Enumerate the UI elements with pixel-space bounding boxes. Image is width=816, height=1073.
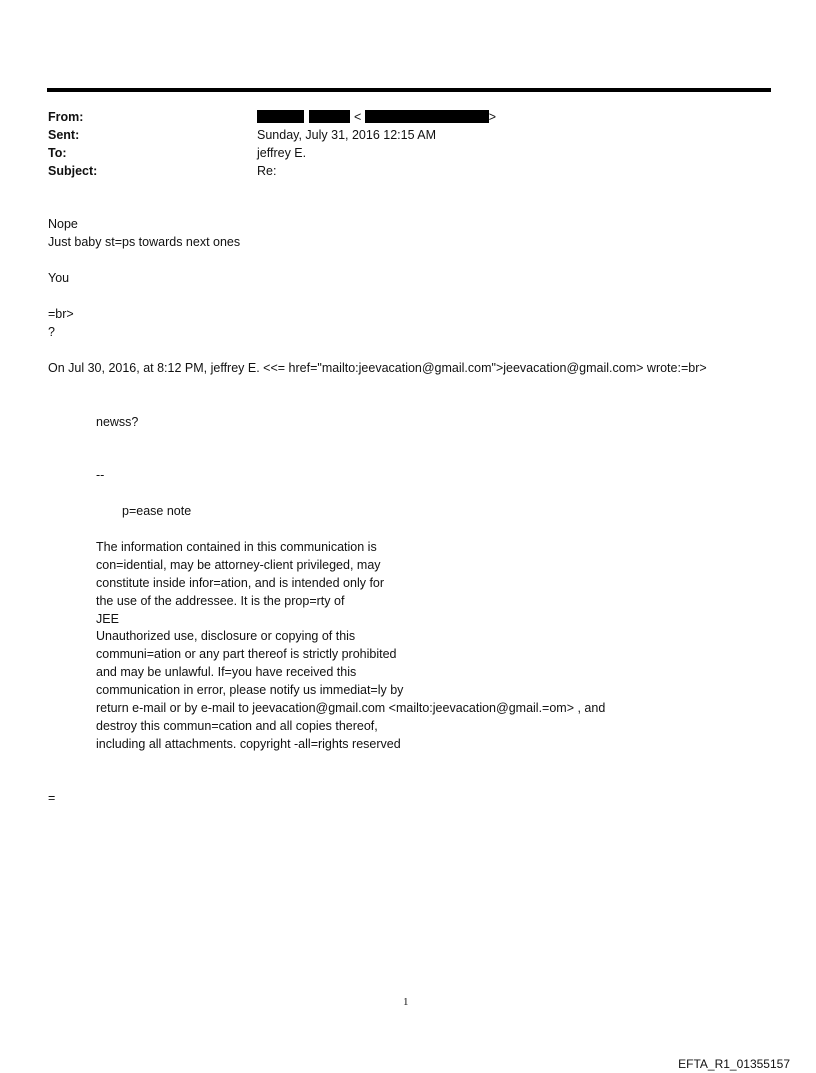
disclaimer-line: JEE (96, 612, 119, 626)
disclaimer-line: the use of the addressee. It is the prop=rty of (96, 594, 345, 608)
disclaimer-line: communi=ation or any part thereof is strictly prohibited (96, 647, 397, 661)
quoted-line: newss? (96, 415, 139, 429)
body-line: ? (48, 325, 55, 339)
subject-value: Re: (257, 164, 277, 178)
from-value (257, 108, 496, 126)
disclaimer-line: constitute inside infor=ation, and is intended only for (96, 576, 385, 590)
body-line: Just baby st=ps towards next ones (48, 235, 241, 249)
to-label: To: (48, 146, 67, 160)
quoted-line: p=ease note (122, 504, 192, 518)
from-gt: > (488, 110, 497, 124)
disclaimer-line: destroy this commun=cation and all copies thereof, (96, 719, 378, 733)
redaction-block (365, 110, 489, 123)
disclaimer-line: Unauthorized use, disclosure or copying of this (96, 629, 356, 643)
body-line: You (48, 271, 70, 285)
to-value: jeffrey E. (257, 146, 307, 160)
body-line: = (48, 791, 56, 805)
quote-intro: On Jul 30, 2016, at 8:12 PM, jeffrey E. <<= href="mailto:jeevacation@gmail.com">jeevacation@gmail.com> wrote:=br> (48, 361, 707, 375)
document-id: EFTA_R1_01355157 (678, 1057, 790, 1071)
subject-label: Subject: (48, 164, 98, 178)
disclaimer-line: The information contained in this communication is (96, 540, 377, 554)
page-number: 1 (403, 996, 409, 1008)
disclaimer-line: con=idential, may be attorney-client privileged, may (96, 558, 381, 572)
body-line: Nope (48, 217, 78, 231)
quoted-line: -- (96, 468, 105, 482)
from-label: From: (48, 110, 84, 124)
sent-label: Sent: (48, 128, 80, 142)
redaction-block (257, 110, 304, 123)
body-line: =br> (48, 307, 74, 321)
redaction-block (309, 110, 350, 123)
sent-value: Sunday, July 31, 2016 12:15 AM (257, 128, 437, 142)
disclaimer-line: communication in error, please notify us immediat=ly by (96, 683, 404, 697)
from-lt: < (353, 110, 362, 124)
header-rule (47, 88, 771, 92)
disclaimer-line: including all attachments. copyright -all=rights reserved (96, 737, 401, 751)
disclaimer-line: and may be unlawful. If=you have received this (96, 665, 357, 679)
disclaimer-line: return e-mail or by e-mail to jeevacation@gmail.com <mailto:jeevacation@gmail.=om> , and (96, 701, 606, 715)
